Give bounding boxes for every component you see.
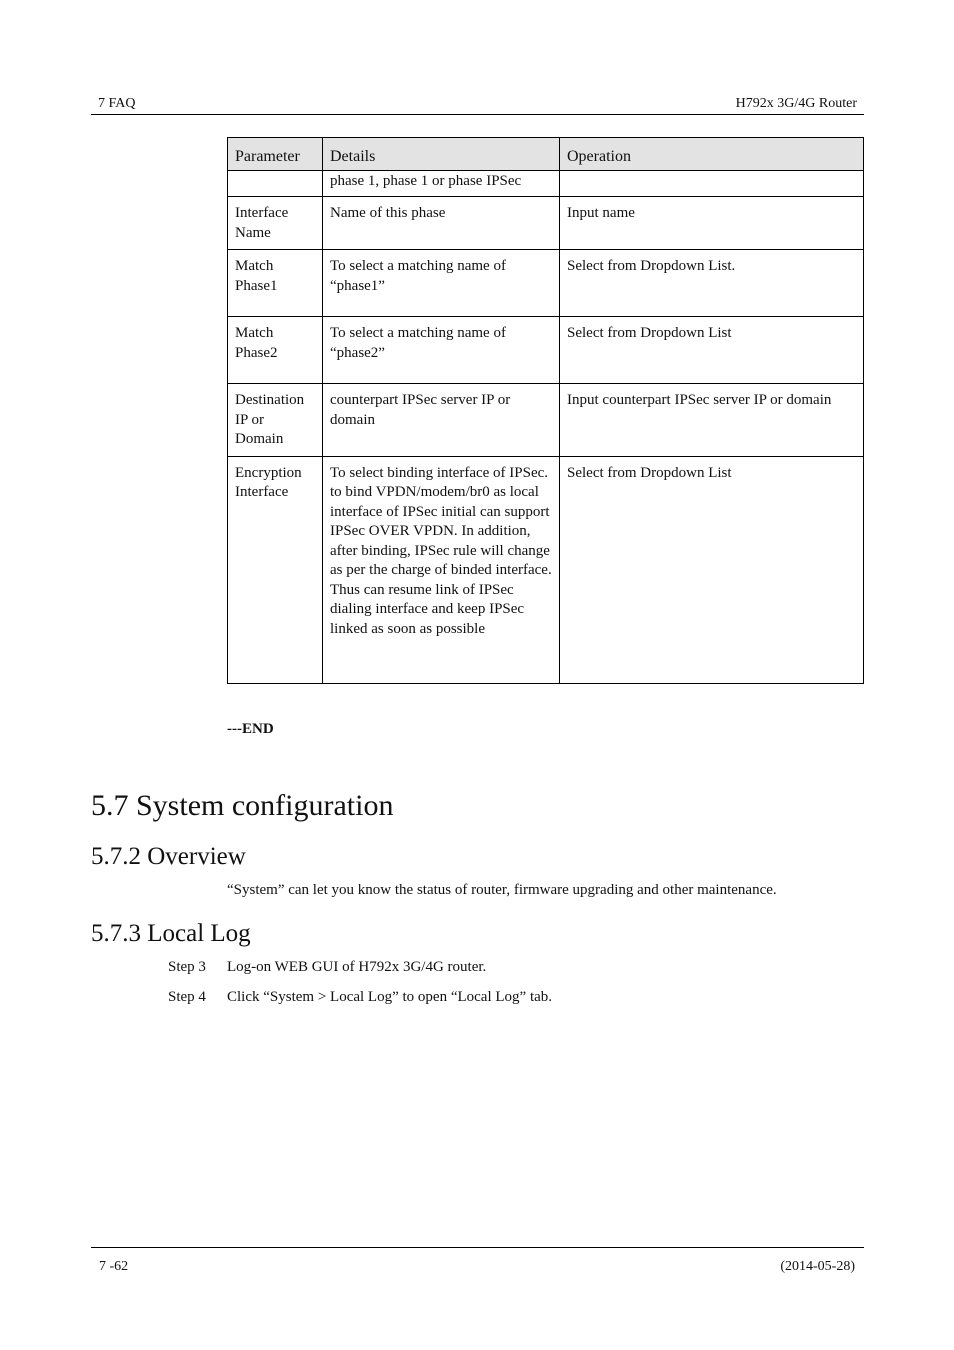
overview-paragraph: “System” can let you know the status of router, firmware upgrading and other maintenance. <box>227 882 777 898</box>
cell-details: counterpart IPSec server IP or domain <box>323 384 560 457</box>
cell-parameter: Encryption Interface <box>228 456 323 683</box>
cell-details: phase 1, phase 1 or phase IPSec <box>323 171 560 197</box>
table-row <box>228 384 864 457</box>
cell-parameter <box>228 171 323 197</box>
cell-parameter: Match Phase1 <box>228 250 323 317</box>
cell-operation <box>560 171 864 197</box>
table-row <box>228 171 864 197</box>
table-row <box>228 197 864 250</box>
table-row <box>228 317 864 384</box>
cell-parameter: Match Phase2 <box>228 317 323 384</box>
table-row <box>228 250 864 317</box>
step-text: Click “System > Local Log” to open “Local Log” tab. <box>227 989 553 1005</box>
step-item <box>168 959 486 976</box>
cell-details: Name of this phase <box>323 197 560 250</box>
parameter-table <box>227 137 864 684</box>
overview-heading: 5.7.2 Overview <box>91 843 246 870</box>
cell-parameter: Destination IP or Domain <box>228 384 323 457</box>
header-chapter: 7 FAQ <box>98 96 136 111</box>
cell-details: To select a matching name of “phase1” <box>323 250 560 317</box>
footer-page-number: 7 -62 <box>99 1259 129 1274</box>
cell-operation: Input counterpart IPSec server IP or domain <box>560 384 864 457</box>
section-title: 5.7 System configuration <box>91 789 394 822</box>
cell-operation: Select from Dropdown List. <box>560 250 864 317</box>
step-label: Step 3 <box>168 959 206 975</box>
step-label: Step 4 <box>168 989 206 1005</box>
cell-operation: Select from Dropdown List <box>560 317 864 384</box>
table-header-row <box>228 138 864 171</box>
cell-details: To select a matching name of “phase2” <box>323 317 560 384</box>
cell-parameter: Interface Name <box>228 197 323 250</box>
page-footer <box>91 1247 864 1274</box>
column-header-parameter: Parameter <box>228 138 323 171</box>
step-text: Log-on WEB GUI of H792x 3G/4G router. <box>227 959 487 975</box>
header-product: H792x 3G/4G Router <box>735 96 857 111</box>
local-log-heading: 5.7.3 Local Log <box>91 920 251 947</box>
cell-operation: Input name <box>560 197 864 250</box>
page-header <box>91 96 864 115</box>
column-header-operation: Operation <box>560 138 864 171</box>
column-header-details: Details <box>323 138 560 171</box>
cell-details: To select binding interface of IPSec. to bind VPDN/modem/br0 as local interface of IPSec initial can support IPSec OVER VPDN. In addition, after binding, IPSec rule will change as per the charge of binded interface. Thus can resume link of IPSec dialing interface and keep IPSec linked as soon as possible <box>323 456 560 683</box>
table-row <box>228 456 864 683</box>
step-item <box>168 989 552 1006</box>
footer-date: (2014-05-28) <box>780 1259 855 1274</box>
cell-operation: Select from Dropdown List <box>560 456 864 683</box>
end-marker: ---END <box>227 721 274 737</box>
